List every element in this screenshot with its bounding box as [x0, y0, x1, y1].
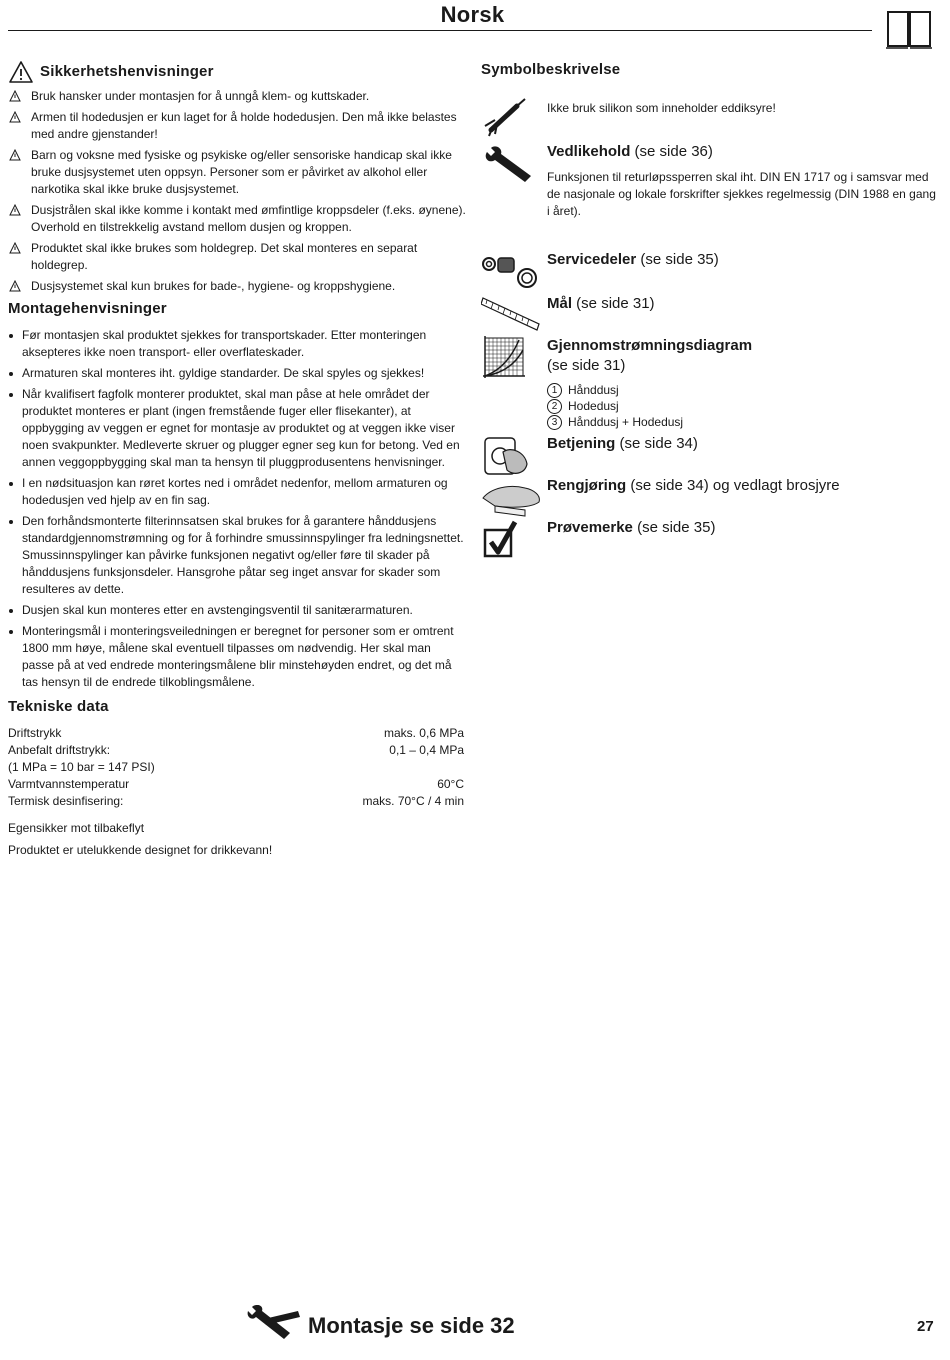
- right-column: [481, 60, 936, 536]
- legend-item: [547, 414, 936, 430]
- service-title: Servicedeler: [547, 251, 637, 268]
- cleaning-title: Rengjøring: [547, 477, 627, 494]
- tech-value: maks. 70°C / 4 min: [362, 794, 464, 808]
- table-row: [8, 759, 464, 776]
- maintenance-title: Vedlikehold: [547, 143, 631, 160]
- header-rule: [8, 30, 872, 31]
- table-row: [8, 742, 464, 759]
- operation-heading: [547, 434, 936, 454]
- flow-block: [547, 336, 936, 430]
- safety-item-text: Armen til hodedusjen er kun laget for å holde hodedusjen. Den må ikke belastes med andre gjenstander!: [31, 110, 457, 141]
- dimensions-heading: [547, 294, 936, 314]
- service-ref: (se side 35): [636, 251, 719, 268]
- legend-number: 1: [547, 383, 562, 398]
- list-item: Den forhåndsmonterte filterinnsatsen skal brukes for å garantere hånddusjens standardgjennomstrømning og for å forhindre smussinnspylinger fra ledningsnettet. Smussinnspylinger kan påvirke funksjonen negativt og/eller føre til skader på hånddusjens funksjonsdeler. Hansgrohe påtar seg inget ansvar for skader som resulteres av dette.: [8, 513, 466, 598]
- flow-legend: [547, 382, 936, 430]
- safety-list: [8, 88, 466, 295]
- cleaning-ref: (se side 34) og vedlagt brosjyre: [626, 477, 840, 494]
- list-item: [8, 147, 466, 198]
- maintenance-block: [547, 142, 936, 220]
- mounting-list: [8, 327, 466, 691]
- safety-heading-text: Sikkerhetshenvisninger: [40, 63, 214, 80]
- warning-icon: [9, 149, 21, 161]
- tech-value: maks. 0,6 MPa: [383, 726, 464, 740]
- list-item: [8, 202, 466, 236]
- safety-item-text: Dusjsystemet skal kun brukes for bade-, hygiene- og kroppshygiene.: [31, 279, 396, 293]
- table-row: [8, 776, 464, 793]
- table-row: [8, 793, 464, 810]
- mounting-section: [8, 299, 466, 691]
- silicone-text: Ikke bruk silikon som inneholder eddiksyre!: [547, 101, 776, 115]
- tech-label: (1 MPa = 10 bar = 147 PSI): [8, 760, 155, 774]
- operation-title: Betjening: [547, 435, 616, 452]
- tech-table: [8, 725, 464, 810]
- safety-item-text: Produktet skal ikke brukes som holdegrep. Det skal monteres en separat holdegrep.: [31, 241, 418, 272]
- ruler-icon: [481, 294, 541, 332]
- tech-label: Driftstrykk: [8, 726, 62, 740]
- flow-title: Gjennomstrømningsdiagram: [547, 337, 753, 354]
- warning-icon: [9, 204, 21, 216]
- legend-label: Hånddusj: [568, 383, 619, 397]
- test-heading: [547, 518, 936, 538]
- tech-value: 0,1 – 0,4 MPa: [389, 743, 464, 757]
- checkmark-box-icon: [481, 520, 521, 560]
- list-item: [8, 109, 466, 143]
- legend-label: Hodedusj: [568, 399, 619, 413]
- list-item: [8, 88, 466, 105]
- test-ref: (se side 35): [632, 519, 716, 536]
- tech-label: Varmtvannstemperatur: [8, 777, 130, 791]
- tech-label: Anbefalt driftstrykk:: [8, 743, 111, 757]
- legend-number: 2: [547, 399, 562, 414]
- list-item: Monteringsmål i monteringsveiledningen er beregnet for personer som er omtrent 1800 mm høye, målene skal eventuell tilpasses om nødvendig. Her skal man passe på at ved endrede monteringsmålene blir minstehøyden endret, og det må tas hensyn til de endrede tilkoblingsmålene.: [8, 623, 466, 691]
- footer-mounting-link: Montasje se side 32: [308, 1313, 515, 1338]
- tech-heading: Tekniske data: [8, 698, 109, 715]
- list-item: Når kvalifisert fagfolk monterer produktet, skal man påse at hele området der produktet monteres er plant (ingen fremstående fuger eller flisekanter), at oppbygging av veggen er egnet for montasje av produktet og at veggen ikke viser noen svakpunkter. Medleverte skruer og plugger egner seg kun for betong. Ved en annen veggoppbygging skal man ta hensyn til pluggprodusentens henvisninger.: [8, 386, 466, 471]
- cleaning-hand-icon: [481, 478, 543, 518]
- warning-icon: [9, 90, 21, 102]
- safety-item-text: Bruk hansker under montasjen for å unngå klem- og kuttskader.: [31, 89, 370, 103]
- table-row: [8, 725, 464, 742]
- list-item: I en nødsituasjon kan røret kortes ned i området nedenfor, mellom armaturen og hodedusjen ved hjelp av en fin sag.: [8, 475, 466, 509]
- maintenance-text: Funksjonen til returløpssperren skal iht. DIN EN 1717 og i samsvar med de nasjonale og lokale forskrifter sjekkes regelmessig (DIN 1988 en gang i året).: [547, 170, 936, 218]
- wrench-icon: [481, 146, 535, 186]
- service-heading: [547, 250, 936, 270]
- test-title: Prøvemerke: [547, 519, 633, 536]
- operation-ref: (se side 34): [615, 435, 698, 452]
- book-icon: [884, 8, 934, 52]
- warning-icon: [9, 242, 21, 254]
- left-column: [8, 60, 466, 859]
- backflow-note: Egensikker mot tilbakeflyt: [8, 821, 145, 835]
- safety-section: [8, 60, 466, 295]
- legend-item: [547, 382, 936, 398]
- maintenance-ref: (se side 36): [630, 143, 713, 160]
- mounting-heading: Montagehenvisninger: [8, 300, 167, 317]
- service-parts-icon: [481, 250, 541, 290]
- symbols-heading: Symbolbeskrivelse: [481, 61, 621, 78]
- legend-label: Hånddusj + Hodedusj: [568, 415, 684, 429]
- flow-diagram-icon: [481, 336, 525, 380]
- maintenance-heading: [547, 142, 936, 162]
- list-item: [8, 240, 466, 274]
- list-item: Før montasjen skal produktet sjekkes for transportskader. Etter monteringen aksepteres ikke noen transport- eller overflateskader.: [8, 327, 466, 361]
- safety-item-text: Dusjstrålen skal ikke komme i kontakt med ømfintlige kroppsdeler (f.eks. øynene). Overhold en tilstrekkelig avstand mellom dusjen og kroppen.: [31, 203, 466, 234]
- tech-label: Termisk desinfisering:: [8, 794, 124, 808]
- list-item: Armaturen skal monteres iht. gyldige standarder. De skal spyles og sjekkes!: [8, 365, 466, 382]
- dimensions-ref: (se side 31): [572, 295, 655, 312]
- legend-number: 3: [547, 415, 562, 430]
- flow-ref: (se side 31): [547, 357, 626, 374]
- list-item: [8, 278, 466, 295]
- dimensions-title: Mål: [547, 295, 573, 312]
- silicone-gun-icon: [481, 96, 531, 138]
- tech-section: [8, 697, 466, 859]
- drinking-water-note: Produktet er utelukkende designet for drikkevann!: [8, 843, 273, 857]
- warning-icon: [9, 111, 21, 123]
- warning-icon: [9, 280, 21, 292]
- safety-heading: [8, 60, 466, 84]
- cleaning-heading: [547, 476, 936, 496]
- safety-item-text: Barn og voksne med fysiske og psykiske og/eller sensoriske handicap skal ikke bruke dusjsystemet uten oppsyn. Personer som er påvirket av alkohol eller narkotika skal ikke bruke dusjsystemet.: [31, 148, 452, 196]
- list-item: Dusjen skal kun monteres etter en avstengingsventil til sanitærarmaturen.: [8, 602, 466, 619]
- legend-item: [547, 398, 936, 414]
- page-title: Norsk: [440, 2, 505, 27]
- tools-icon: [244, 1305, 304, 1345]
- tech-value: 60°C: [437, 777, 464, 791]
- operation-hand-icon: [481, 434, 531, 478]
- warning-icon: [8, 60, 34, 84]
- page-number: 27: [917, 1318, 934, 1335]
